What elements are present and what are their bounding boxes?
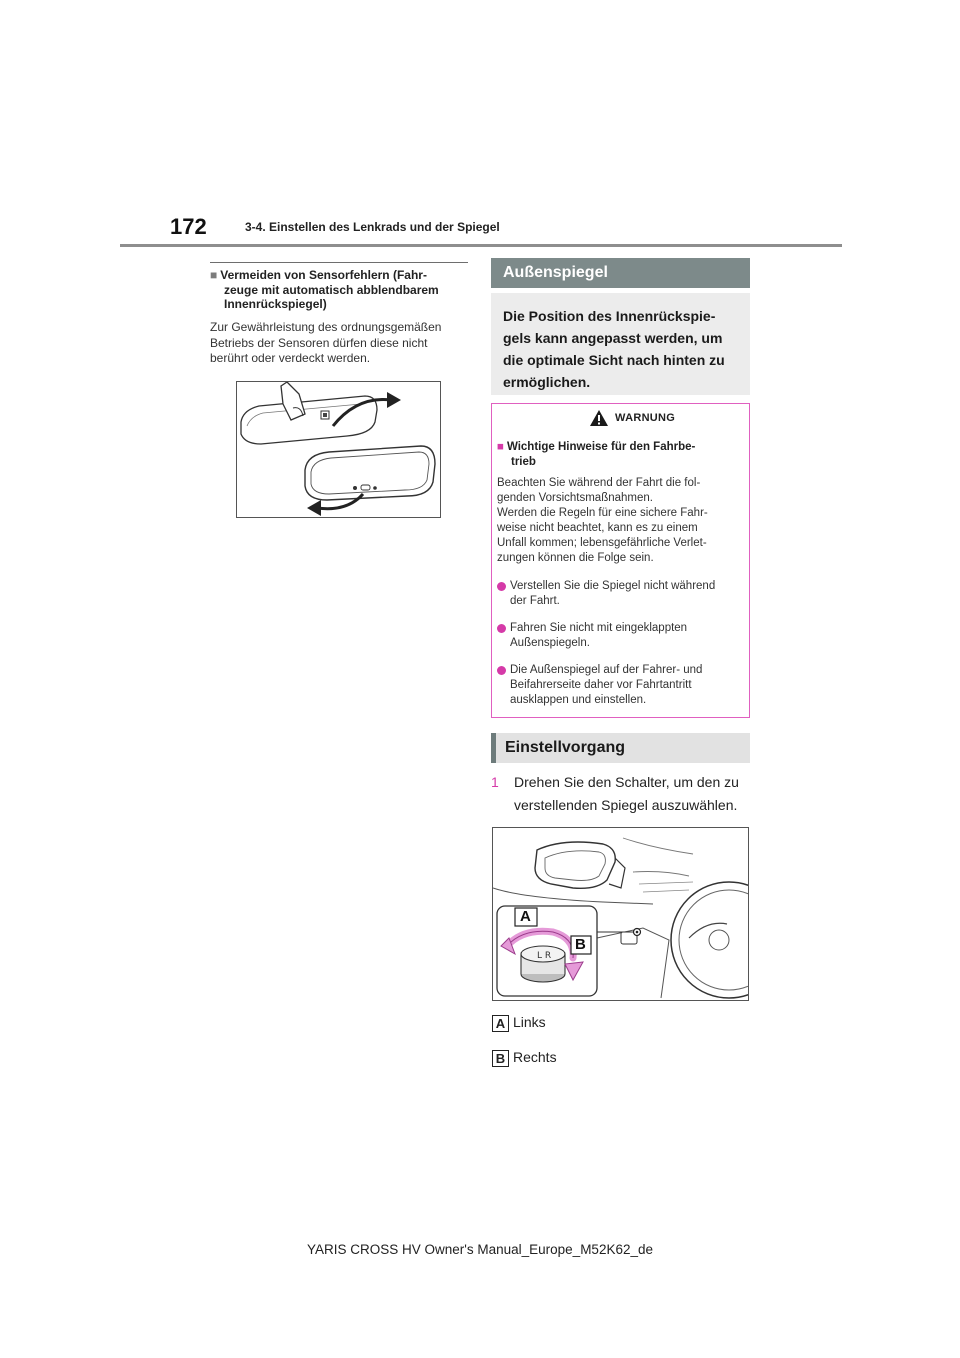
mirror-switch-illustration	[492, 827, 749, 1001]
bullet-line: Fahren Sie nicht mit eingeklappten	[510, 622, 688, 634]
intro-line: gels kann angepasst werden, um	[503, 330, 723, 346]
legend-item-b	[492, 1047, 557, 1067]
warning-text	[497, 476, 745, 566]
warning-text-line: Beachten Sie während der Fahrt die fol-	[497, 477, 701, 489]
heading-line: Innenrückspiegel)	[224, 297, 327, 311]
bullet-line: Beifahrerseite daher vor Fahrtantritt	[510, 679, 692, 691]
legend-label: Rechts	[513, 1049, 557, 1065]
legend-item-a	[492, 1012, 546, 1032]
intro-box	[491, 293, 750, 395]
warning-box	[491, 403, 750, 718]
warning-bullet	[497, 621, 742, 651]
footer-manual-id: YARIS CROSS HV Owner's Manual_Europe_M52K62_de	[307, 1242, 653, 1257]
sensor-body-text	[210, 320, 472, 367]
round-bullet-icon	[497, 582, 506, 591]
intro-line: ermöglichen.	[503, 374, 591, 390]
body-line: Betriebs der Sensoren dürfen diese nicht	[210, 335, 428, 350]
round-bullet-icon	[497, 624, 506, 633]
warning-label: WARNUNG	[615, 412, 676, 424]
legend-key: B	[492, 1050, 509, 1067]
warning-header	[492, 404, 749, 430]
heading-line: zeuge mit automatisch abblendbarem	[224, 282, 439, 297]
bullet-line: Außenspiegeln.	[510, 637, 590, 649]
bullet-line: der Fahrt.	[510, 595, 560, 607]
heading-line: Vermeiden von Sensorfehlern (Fahr-	[220, 268, 427, 282]
header-rule	[120, 244, 842, 247]
step-line: Drehen Sie den Schalter, um den zu	[514, 774, 739, 790]
warning-text-line: zungen können die Folge sein.	[497, 552, 654, 564]
warning-bullet	[497, 663, 742, 708]
body-line: Zur Gewährleistung des ordnungsgemäßen	[210, 320, 442, 334]
warning-text-line: Unfall kommen; lebensgefährliche Verlet-	[497, 537, 707, 549]
step-text	[514, 771, 754, 817]
step-line: verstellenden Spiegel auszuwählen.	[514, 797, 738, 813]
left-heading-rule	[210, 262, 468, 263]
page-number: 172	[170, 214, 207, 239]
mirror-switch-drawing	[493, 828, 748, 1000]
warning-bullet	[497, 579, 742, 609]
square-bullet-icon: ■	[497, 441, 504, 453]
warning-sub-line: trieb	[511, 455, 536, 468]
warning-text-line: weise nicht beachtet, kann es zu einem	[497, 522, 698, 534]
warning-subheading	[497, 440, 742, 469]
figure-label-b: B	[575, 936, 586, 953]
warning-text-line: genden Vorsichtsmaßnahmen.	[497, 492, 653, 504]
legend-label: Links	[513, 1014, 546, 1030]
legend-key: A	[492, 1015, 509, 1032]
bullet-line: Verstellen Sie die Spiegel nicht während	[510, 580, 716, 592]
intro-line: die optimale Sicht nach hinten zu	[503, 352, 725, 368]
sensor-errors-heading	[210, 268, 468, 312]
bullet-line: Die Außenspiegel auf der Fahrer- und	[510, 664, 703, 676]
step-number: 1	[491, 774, 499, 790]
round-bullet-icon	[497, 666, 506, 675]
square-bullet-icon: ■	[210, 268, 218, 282]
warning-triangle-icon	[590, 410, 608, 426]
section-title: 3-4. Einstellen des Lenkrads und der Spiegel	[245, 220, 500, 234]
figure-label-a: A	[520, 908, 531, 925]
rearview-mirror-illustration	[236, 381, 441, 518]
body-line: berührt oder verdeckt werden.	[210, 351, 371, 365]
svg-text:L R: L R	[537, 951, 552, 961]
intro-line: Die Position des Innenrückspie-	[503, 308, 716, 324]
bullet-line: ausklappen und einstellen.	[510, 694, 647, 706]
section-heading-aussenspiegel: Außenspiegel	[491, 258, 750, 288]
rearview-mirror-drawing	[237, 382, 440, 517]
section-heading-einstellvorgang: Einstellvorgang	[491, 733, 750, 763]
warning-sub-line: Wichtige Hinweise für den Fahrbe-	[506, 441, 696, 453]
warning-text-line: Werden die Regeln für eine sichere Fahr-	[497, 507, 708, 519]
